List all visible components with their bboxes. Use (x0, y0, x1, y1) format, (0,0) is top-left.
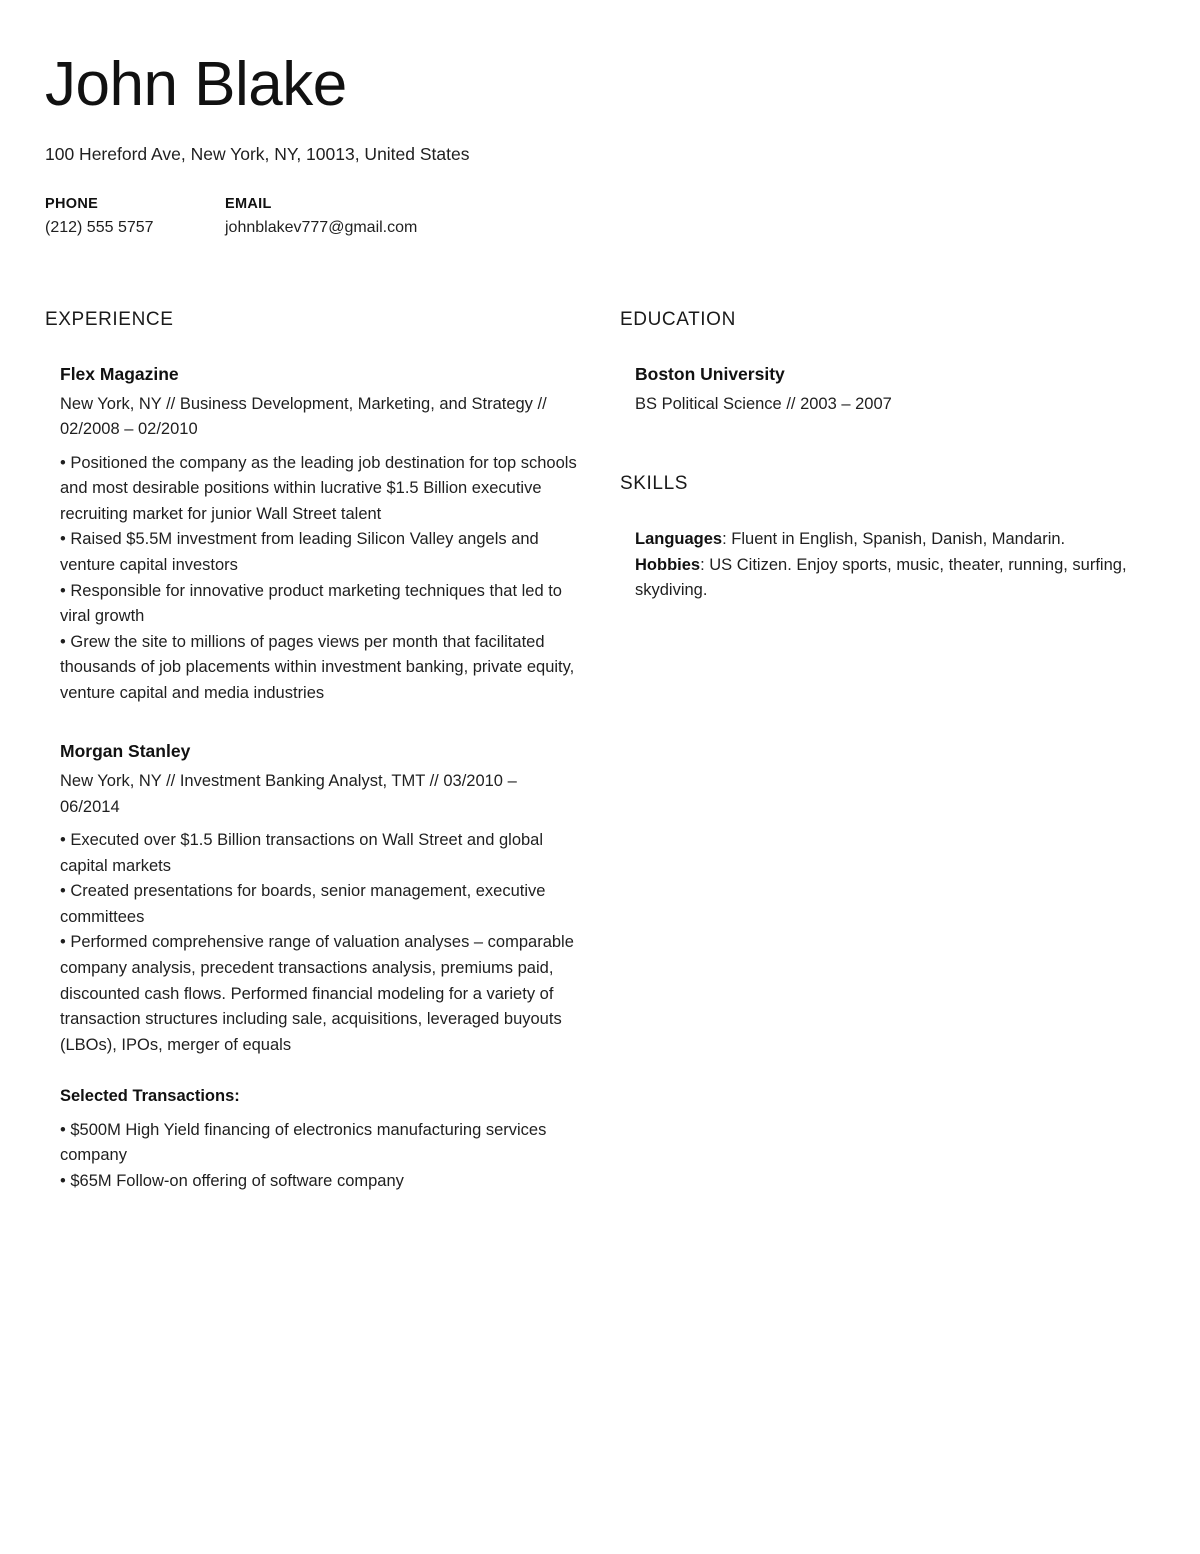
email-block (225, 196, 705, 237)
email-value: johnblakev777@gmail.com (225, 218, 418, 236)
entry-bullet-list (60, 451, 578, 707)
skill-key: Languages (635, 530, 723, 549)
phone-block (45, 196, 225, 237)
experience-section (45, 309, 578, 1195)
resume-body (0, 237, 1200, 1195)
skill-line (635, 527, 1153, 553)
email-label: EMAIL (225, 195, 272, 212)
entry-meta: New York, NY // Investment Banking Analyst, TMT // 03/2010 – 06/2014 (60, 772, 517, 816)
selected-transactions-list (60, 1118, 578, 1195)
experience-entries (45, 363, 578, 1195)
selected-transactions-block (60, 1084, 578, 1194)
transaction-bullet: • $65M Follow-on offering of software company (60, 1171, 404, 1190)
skill-value: : US Citizen. Enjoy sports, music, theater, running, surfing, skydiving. (635, 555, 1127, 600)
entry-company: Morgan Stanley (60, 741, 191, 762)
experience-heading: EXPERIENCE (45, 308, 174, 330)
experience-entry (60, 740, 578, 1194)
candidate-name: John Blake (45, 50, 347, 119)
entry-bullet: • Executed over $1.5 Billion transactions on Wall Street and global capital markets (60, 831, 544, 875)
entry-bullet-list (60, 828, 578, 1058)
education-heading: EDUCATION (620, 308, 736, 330)
selected-transactions-title: Selected Transactions: (60, 1087, 240, 1106)
contact-row (45, 196, 1155, 237)
entry-company: Flex Magazine (60, 363, 179, 384)
education-meta: BS Political Science // 2003 – 2007 (635, 394, 892, 413)
education-entry (635, 363, 1153, 417)
phone-value: (212) 555 5757 (45, 218, 154, 236)
entry-bullet: • Responsible for innovative product marketing techniques that led to viral growth (60, 581, 562, 626)
skill-key: Hobbies (635, 555, 701, 574)
entry-bullet: • Positioned the company as the leading job destination for top schools and most desirable positions within lucrative $1.5 Billion executive recruiting market for junior Wall Street talent (60, 453, 577, 523)
phone-label: PHONE (45, 195, 99, 212)
entry-bullet: • Raised $5.5M investment from leading Silicon Valley angels and venture capital investors (60, 530, 539, 574)
experience-entry (60, 363, 578, 707)
entry-meta: New York, NY // Business Development, Marketing, and Strategy // 02/2008 – 02/2010 (60, 394, 547, 439)
skills-section (620, 473, 1153, 604)
education-section (620, 309, 1153, 417)
resume-header (0, 0, 1200, 237)
candidate-address: 100 Hereford Ave, New York, NY, 10013, United States (45, 144, 470, 165)
entry-bullet: • Created presentations for boards, senior management, executive committees (60, 882, 546, 926)
transaction-bullet: • $500M High Yield financing of electronics manufacturing services company (60, 1120, 547, 1165)
entry-bullet: • Performed comprehensive range of valuation analyses – comparable company analysis, precedent transactions analysis, premiums paid, discounted cash flows. Performed financial modeling for a variety of transaction structures including sale, acquisitions, leveraged buyouts (LBOs), IPOs, merger of equals (60, 933, 574, 1054)
left-column (45, 309, 578, 1195)
skills-heading: SKILLS (620, 473, 689, 495)
entry-bullet: • Grew the site to millions of pages views per month that facilitated thousands of job placements within investment banking, private equity, venture capital and media industries (60, 632, 575, 702)
skills-body (620, 527, 1153, 604)
skill-value: : Fluent in English, Spanish, Danish, Mandarin. (722, 530, 1066, 549)
education-school: Boston University (635, 363, 785, 384)
education-entries (620, 363, 1153, 417)
right-column (620, 309, 1153, 604)
skill-line (635, 553, 1153, 604)
